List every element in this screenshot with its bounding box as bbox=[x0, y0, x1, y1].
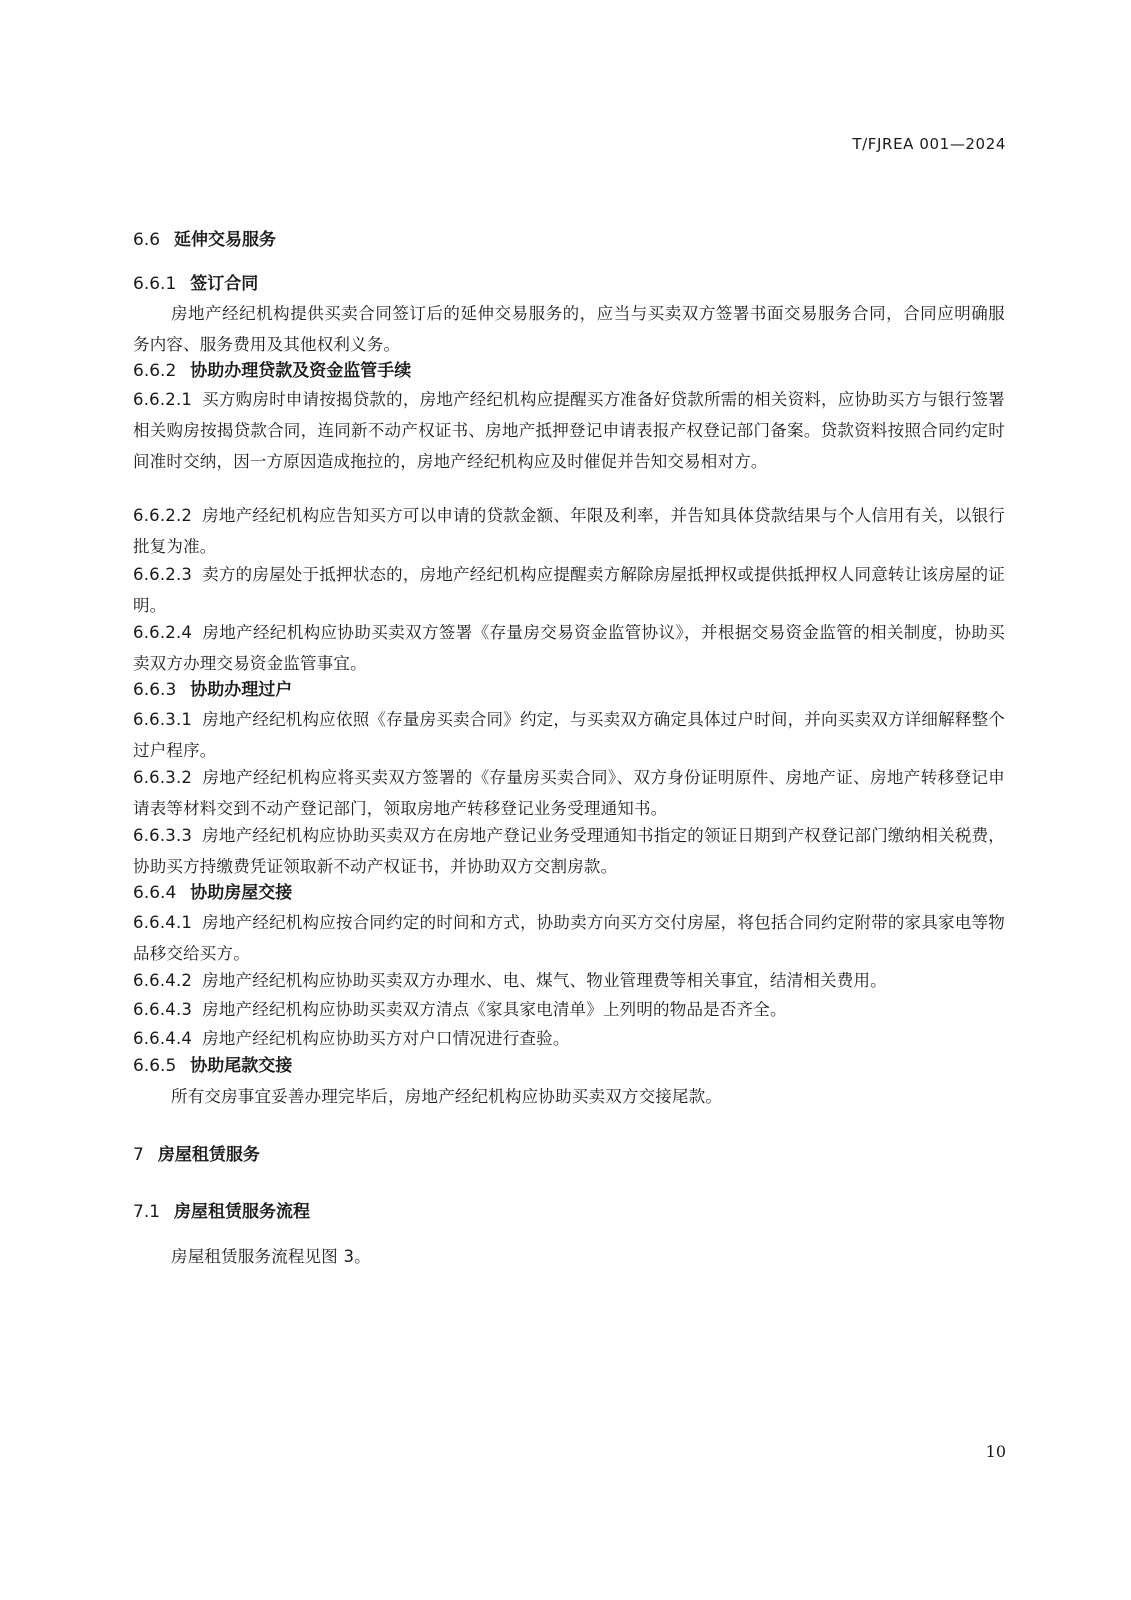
clause-text: 房地产经纪机构应协助买卖双方清点《家具家电清单》上列明的物品是否齐全。 bbox=[202, 1000, 787, 1019]
heading-7 bbox=[133, 1141, 260, 1169]
clause-6-6-2-1 bbox=[133, 384, 1005, 477]
heading-6-6-4 bbox=[133, 879, 292, 907]
clause-6-6-4-3 bbox=[133, 994, 1005, 1025]
clause-number: 6.6.3.2 bbox=[133, 768, 193, 787]
heading-title: 协助办理贷款及资金监管手续 bbox=[190, 361, 412, 381]
clause-text: 买方购房时申请按揭贷款的，房地产经纪机构应提醒买方准备好贷款所需的相关资料，应协助买方与银行签署相关购房按揭贷款合同，连同新不动产权证书、房地产抵押登记申请表报产权登记部门备案。贷款资料按照合同约定时间准时交纳，因一方原因造成拖拉的，房地产经纪机构应及时催促并告知交易相对方。 bbox=[133, 390, 1005, 471]
clause-text: 卖方的房屋处于抵押状态的，房地产经纪机构应提醒卖方解除房屋抵押权或提供抵押权人同意转让该房屋的证明。 bbox=[133, 565, 1005, 615]
clause-number: 6.6.2.1 bbox=[133, 390, 193, 409]
clause-text: 房地产经纪机构应协助买方对户口情况进行查验。 bbox=[202, 1029, 570, 1048]
heading-title: 协助尾款交接 bbox=[190, 1056, 293, 1076]
clause-number: 6.6.2.2 bbox=[133, 506, 193, 525]
standard-code: T/FJREA 001—2024 bbox=[852, 135, 1006, 153]
clause-6-6-4-4 bbox=[133, 1023, 1005, 1054]
heading-6-6-1 bbox=[133, 270, 258, 298]
clause-text: 房地产经纪机构应告知买方可以申请的贷款金额、年限及利率，并告知具体贷款结果与个人信用有关，以银行批复为准。 bbox=[133, 506, 1005, 556]
page-number: 10 bbox=[985, 1442, 1006, 1461]
heading-number: 7 bbox=[133, 1145, 144, 1165]
heading-number: 6.6.2 bbox=[133, 361, 177, 381]
heading-title: 签订合同 bbox=[190, 274, 259, 294]
clause-number: 6.6.4.4 bbox=[133, 1029, 193, 1048]
clause-6-6-3-1 bbox=[133, 704, 1005, 766]
heading-title: 协助房屋交接 bbox=[190, 883, 293, 903]
heading-number: 6.6.1 bbox=[133, 274, 177, 294]
heading-7-1 bbox=[133, 1198, 310, 1226]
clause-text: 房地产经纪机构应协助买卖双方在房地产登记业务受理通知书指定的领证日期到产权登记部门缴纳相关税费，协助买方持缴费凭证领取新不动产权证书，并协助双方交割房款。 bbox=[133, 826, 1005, 876]
clause-6-6-2-4 bbox=[133, 617, 1005, 679]
clause-6-6-4-2 bbox=[133, 965, 1005, 996]
clause-number: 6.6.4.3 bbox=[133, 1000, 193, 1019]
heading-number: 6.6 bbox=[133, 230, 161, 250]
clause-6-6-4-1 bbox=[133, 907, 1005, 969]
clause-number: 6.6.3.1 bbox=[133, 710, 193, 729]
clause-text: 房地产经纪机构应依照《存量房买卖合同》约定，与买卖双方确定具体过户时间，并向买卖双方详细解释整个过户程序。 bbox=[133, 710, 1005, 760]
heading-number: 7.1 bbox=[133, 1202, 161, 1222]
heading-number: 6.6.5 bbox=[133, 1056, 177, 1076]
heading-title: 延伸交易服务 bbox=[174, 230, 277, 250]
clause-number: 6.6.2.4 bbox=[133, 623, 193, 642]
paragraph-7-1: 房屋租赁服务流程见图 3。 bbox=[171, 1247, 371, 1266]
heading-title: 房屋租赁服务 bbox=[157, 1145, 260, 1165]
paragraph-6-6-1: 房地产经纪机构提供买卖合同签订后的延伸交易服务的，应当与买卖双方签署书面交易服务合同，合同应明确服务内容、服务费用及其他权利义务。 bbox=[133, 304, 1005, 354]
clause-number: 6.6.2.3 bbox=[133, 565, 193, 584]
paragraph-6-6-5: 所有交房事宜妥善办理完毕后，房地产经纪机构应协助买卖双方交接尾款。 bbox=[171, 1087, 723, 1106]
heading-6-6 bbox=[133, 226, 276, 254]
clause-6-6-3-3 bbox=[133, 820, 1005, 882]
clause-6-6-3-2 bbox=[133, 762, 1005, 824]
heading-6-6-2 bbox=[133, 357, 411, 385]
clause-text: 房地产经纪机构应协助买卖双方签署《存量房交易资金监管协议》，并根据交易资金监管的相关制度，协助买卖双方办理交易资金监管事宜。 bbox=[133, 623, 1005, 673]
heading-6-6-5 bbox=[133, 1052, 292, 1080]
clause-text: 房地产经纪机构应协助买卖双方办理水、电、煤气、物业管理费等相关事宜，结清相关费用。 bbox=[202, 971, 887, 990]
clause-text: 房地产经纪机构应将买卖双方签署的《存量房买卖合同》、双方身份证明原件、房地产证、房地产转移登记申请表等材料交到不动产登记部门，领取房地产转移登记业务受理通知书。 bbox=[133, 768, 1005, 818]
heading-number: 6.6.3 bbox=[133, 680, 177, 700]
heading-number: 6.6.4 bbox=[133, 883, 177, 903]
heading-6-6-3 bbox=[133, 676, 292, 704]
clause-6-6-2-2 bbox=[133, 500, 1005, 562]
clause-6-6-2-3 bbox=[133, 559, 1005, 621]
clause-number: 6.6.4.1 bbox=[133, 913, 193, 932]
heading-title: 房屋租赁服务流程 bbox=[174, 1202, 311, 1222]
clause-number: 6.6.3.3 bbox=[133, 826, 193, 845]
heading-title: 协助办理过户 bbox=[190, 680, 293, 700]
clause-text: 房地产经纪机构应按合同约定的时间和方式，协助卖方向买方交付房屋，将包括合同约定附带的家具家电等物品移交给买方。 bbox=[133, 913, 1005, 963]
clause-number: 6.6.4.2 bbox=[133, 971, 193, 990]
